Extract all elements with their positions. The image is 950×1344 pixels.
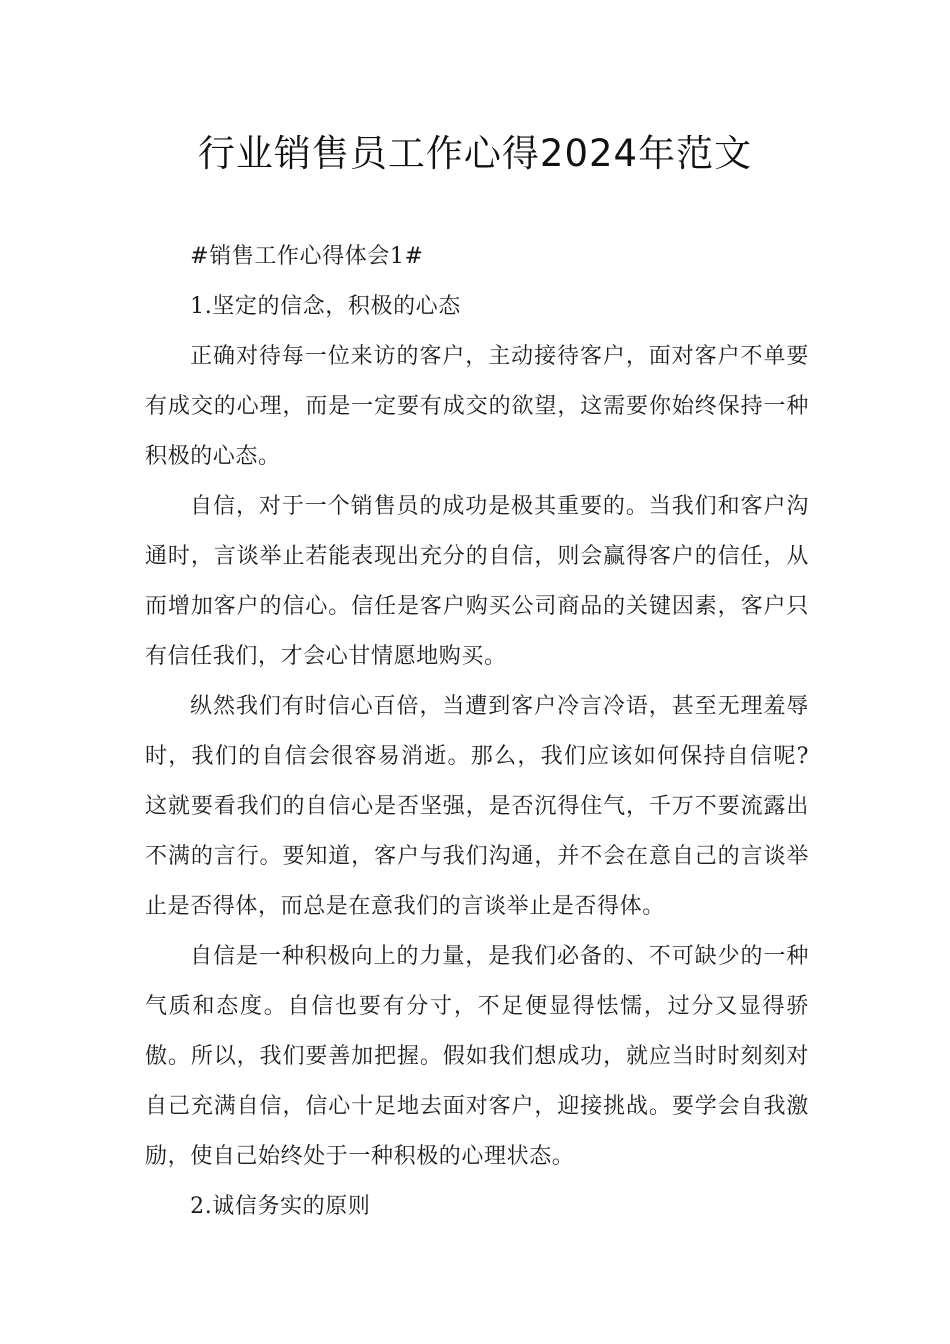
- body-paragraph: 纵然我们有时信心百倍，当遭到客户冷言冷语，甚至无理羞辱时，我们的自信会很容易消逝。那么，我们应该如何保持自信呢?这就要看我们的自信心是否坚强，是否沉得住气，千万不要流露出不满的言行。要知道，客户与我们沟通，并不会在意自己的言谈举止是否得体，而总是在意我们的言谈举止是否得体。: [145, 694, 809, 919]
- document-title: 行业销售员工作心得2024年范文: [197, 132, 753, 175]
- body-paragraph: 自信，对于一个销售员的成功是极其重要的。当我们和客户沟通时，言谈举止若能表现出充分的自信，则会赢得客户的信任，从而增加客户的信心。信任是客户购买公司商品的关键因素，客户只有信任我们，才会心甘情愿地购买。: [145, 494, 809, 669]
- document-body: [145, 232, 809, 1232]
- section-heading: #销售工作心得体会1#: [190, 244, 424, 269]
- body-paragraph: 正确对待每一位来访的客户，主动接待客户，面对客户不单要有成交的心理，而是一定要有成交的欲望，这需要你始终保持一种积极的心态。: [145, 344, 809, 469]
- subheading: 2.诚信务实的原则: [190, 1194, 371, 1219]
- body-paragraph: 自信是一种积极向上的力量，是我们必备的、不可缺少的一种气质和态度。自信也要有分寸，不足便显得怯懦，过分又显得骄傲。所以，我们要善加把握。假如我们想成功，就应当时时刻刻对自己充满自信，信心十足地去面对客户，迎接挑战。要学会自我激励，使自己始终处于一种积极的心理状态。: [145, 944, 809, 1169]
- subheading: 1.坚定的信念，积极的心态: [190, 294, 461, 319]
